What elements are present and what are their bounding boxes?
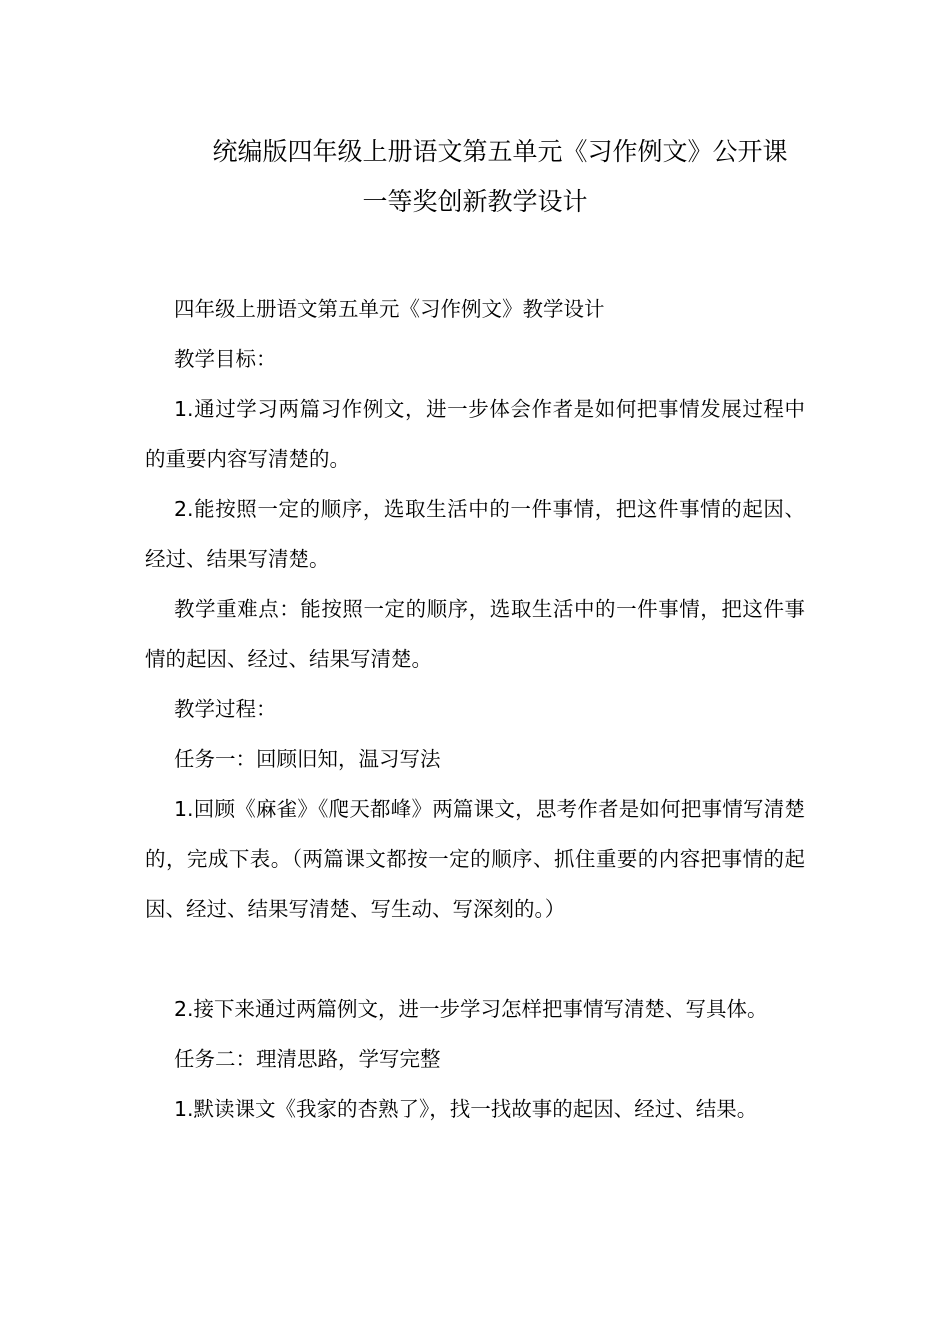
paragraph-objective-1: 1.通过学习两篇习作例文，进一步体会作者是如何把事情发展过程中的重要内容写清楚的。: [145, 397, 805, 471]
document-body: [145, 284, 805, 1134]
paragraph-objective-2: 2.能按照一定的顺序，选取生活中的一件事情，把这件事情的起因、经过、结果写清楚。: [145, 497, 805, 571]
paragraph-process-heading: 教学过程：: [174, 697, 277, 721]
paragraph-task-2-heading: 任务二：理清思路，学写完整: [174, 1047, 441, 1071]
document-title-line-1: 统编版四年级上册语文第五单元《习作例文》公开课: [212, 137, 788, 166]
paragraph-task-1-heading: 任务一：回顾旧知，温习写法: [174, 747, 441, 771]
paragraph-task-1-item-1: 1.回顾《麻雀》《爬天都峰》两篇课文，思考作者是如何把事情写清楚的，完成下表。（两篇课文都按一定的顺序、抓住重要的内容把事情的起因、经过、结果写清楚、写生动、写深刻的。）: [145, 797, 805, 921]
paragraph-objectives-heading: 教学目标：: [174, 347, 277, 371]
document-title-line-2: 一等奖创新教学设计: [362, 187, 588, 216]
paragraph-task-1-item-2: 2.接下来通过两篇例文，进一步学习怎样把事情写清楚、写具体。: [174, 997, 768, 1021]
paragraph-task-2-item-1: 1.默读课文《我家的杏熟了》，找一找故事的起因、经过、结果。: [174, 1097, 758, 1121]
paragraph-key-points: 教学重难点：能按照一定的顺序，选取生活中的一件事情，把这件事情的起因、经过、结果写清楚。: [145, 597, 805, 671]
paragraph-subtitle: 四年级上册语文第五单元《习作例文》教学设计: [174, 297, 605, 321]
